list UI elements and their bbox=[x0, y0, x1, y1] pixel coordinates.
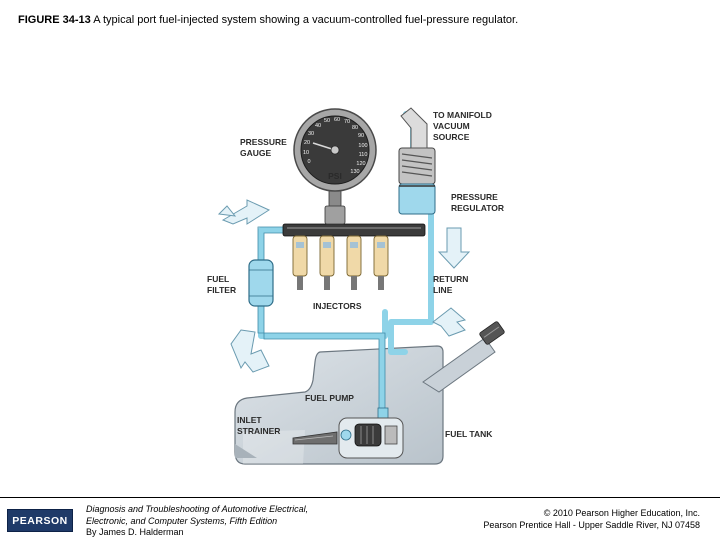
gauge-tick: 70 bbox=[343, 119, 351, 125]
gauge-unit-label: PSI bbox=[328, 171, 342, 181]
pressure-regulator bbox=[399, 148, 435, 214]
inlet-strainer-label-line1: INLET bbox=[237, 415, 262, 425]
pressure-regulator-label-line2: REGULATOR bbox=[451, 203, 505, 213]
book-credit bbox=[86, 504, 308, 539]
injector bbox=[374, 236, 388, 290]
injectors bbox=[293, 236, 388, 290]
gauge-tick: 60 bbox=[333, 117, 341, 123]
figure-caption bbox=[18, 14, 518, 26]
figure-caption-text: A typical port fuel-injected system showing a vacuum-controlled fuel-pressure regulator. bbox=[90, 14, 519, 26]
return-line-label-line1: RETURN bbox=[433, 274, 469, 284]
manifold-vacuum-label-line2: VACUUM bbox=[433, 121, 470, 131]
fuel-system-diagram bbox=[195, 100, 525, 470]
fuel-rail bbox=[283, 224, 425, 236]
flow-arrow-return bbox=[439, 228, 469, 268]
injector bbox=[293, 236, 307, 290]
gauge-tick: 100 bbox=[358, 143, 368, 149]
flow-arrow-upper-left bbox=[219, 200, 269, 224]
copyright-notice bbox=[483, 508, 700, 531]
injector bbox=[320, 236, 334, 290]
fuel-filter-label-line1: FUEL bbox=[207, 274, 230, 284]
book-title-line1: Diagnosis and Troubleshooting of Automotive Electrical, bbox=[86, 504, 309, 514]
fuel-pump-label: FUEL PUMP bbox=[305, 393, 354, 403]
flow-arrow-right bbox=[433, 308, 465, 336]
vacuum-hose-elbow bbox=[401, 108, 427, 148]
book-title-line2: Electronic, and Computer Systems, Fifth Edition bbox=[86, 515, 278, 526]
gauge-tick: 120 bbox=[356, 161, 366, 167]
pressure-gauge-label-line1: PRESSURE bbox=[240, 137, 287, 147]
copyright-line2: Pearson Prentice Hall - Upper Saddle River, NJ 07458 bbox=[483, 519, 700, 530]
gauge-tick: 20 bbox=[303, 140, 311, 146]
pearson-logo: PEARSON bbox=[7, 509, 73, 532]
figure-number: FIGURE 34-13 bbox=[18, 14, 91, 26]
gauge-tick: 90 bbox=[357, 133, 365, 139]
manifold-vacuum-label-line3: SOURCE bbox=[433, 132, 470, 142]
manifold-vacuum-label-line1: TO MANIFOLD bbox=[433, 110, 492, 120]
injectors-label: INJECTORS bbox=[313, 301, 362, 311]
fuel-filter bbox=[249, 260, 273, 306]
fuel-tank-label: FUEL TANK bbox=[445, 429, 493, 439]
gauge-tick: 110 bbox=[358, 152, 368, 158]
gauge-tick: 0 bbox=[307, 159, 311, 165]
injector bbox=[347, 236, 361, 290]
pressure-regulator-label-line1: PRESSURE bbox=[451, 192, 498, 202]
gauge-tick: 10 bbox=[302, 150, 310, 156]
pressure-gauge bbox=[294, 109, 376, 224]
book-author: By James D. Halderman bbox=[86, 527, 184, 537]
copyright-line1: © 2010 Pearson Higher Education, Inc. bbox=[543, 508, 700, 518]
footer-divider bbox=[0, 497, 720, 498]
gauge-tick: 50 bbox=[323, 118, 331, 124]
gauge-tick: 40 bbox=[314, 123, 322, 129]
pressure-gauge-label-line2: GAUGE bbox=[240, 148, 272, 158]
return-line-label-line2: LINE bbox=[433, 285, 453, 295]
fuel-filter-label-line2: FILTER bbox=[207, 285, 237, 295]
gauge-tick: 30 bbox=[307, 131, 315, 137]
gauge-tick: 130 bbox=[350, 169, 360, 175]
gauge-tick: 80 bbox=[351, 125, 359, 131]
inlet-strainer-label-line2: STRAINER bbox=[237, 426, 281, 436]
